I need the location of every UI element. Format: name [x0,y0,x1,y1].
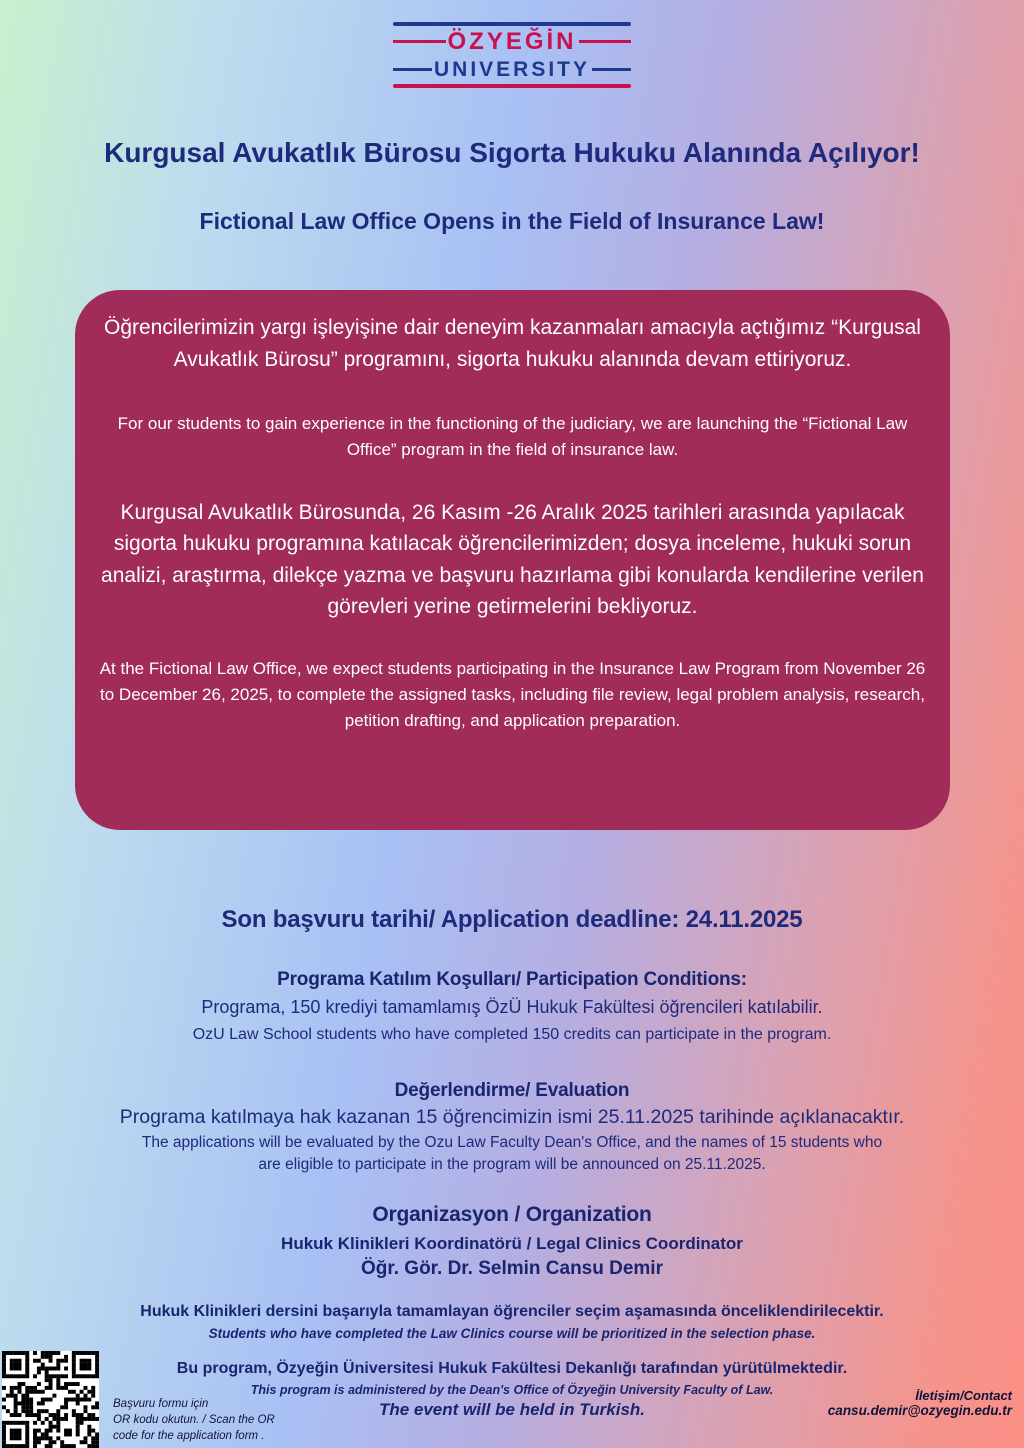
qr-note-line: code for the application form . [113,1430,265,1443]
logo-top-rule [393,22,631,26]
qr-note-line: OR kodu okutun. / Scan the OR [113,1414,275,1427]
logo-university-row [393,58,631,82]
main-title-turkish: Kurgusal Avukatlık Bürosu Sigorta Hukuku Alanında Açılıyor! [104,137,920,168]
participation-turkish: Programa, 150 krediyi tamamlamış ÖzÜ Hukuk Fakültesi öğrencileri katılabilir. [201,997,823,1017]
qr-note-line: Başvuru formu için [113,1398,209,1410]
info-paragraph-turkish-1: Öğrencilerimizin yargı işleyişine dair deneyim kazanmaları amacıyla açtığımız “Kurgusal Avukatlık Bürosu” programını, sigorta hukuku alanında devam ettiriyoruz. [104,316,921,371]
event-language-note: The event will be held in Turkish. [378,1400,646,1419]
qr-code-image [2,1351,99,1448]
participation-english: OzU Law School students who have completed 150 credits can participate in the program. [192,1026,832,1043]
organization-heading: Organizasyon / Organization [372,1203,652,1226]
participation-heading: Programa Katılım Koşulları/ Participation Conditions: [277,969,747,990]
logo-right-line-2 [592,68,631,71]
info-paragraph-english-1: For our students to gain experience in the functioning of the judiciary, we are launching the “Fictional Law Office” program in the field of insurance law. [117,414,908,460]
info-paragraph-english-2: At the Fictional Law Office, we expect students participating in the Insurance Law Program from November 26 to December 26, 2025, to complete the assigned tasks, including file review, legal problem analysis, research, petition drafting, and application preparation. [99,658,926,731]
logo-university-word: UNIVERSITY [433,57,591,81]
logo-left-line [393,40,446,43]
organization-coordinator-name: Öğr. Gör. Dr. Selmin Cansu Demir [361,1258,663,1279]
university-logo-inner [393,22,631,88]
priority-note-turkish: Hukuk Klinikleri dersini başarıyla tamamlayan öğrenciler seçim aşamasında önceliklendirilecektir. [140,1303,884,1320]
logo-right-line [579,40,632,43]
contact-info [828,1388,1012,1418]
program-info-box [75,290,950,830]
qr-instruction-note [113,1396,275,1444]
application-deadline: Son başvuru tarihi/ Application deadline: 24.11.2025 [221,906,803,933]
info-box-spacer [93,623,932,656]
priority-note-english: Students who have completed the Law Clinics course will be prioritized in the selection phase. [208,1326,816,1341]
info-box-spacer [93,375,932,411]
logo-name-row [393,28,631,56]
administered-by-turkish: Bu program, Özyeğin Üniversitesi Hukuk Fakültesi Dekanlığı tarafından yürütülmektedir. [176,1360,848,1377]
info-box-spacer [93,464,932,497]
logo-left-line-2 [393,68,432,71]
evaluation-turkish: Programa katılmaya hak kazanan 15 öğrencimizin ismi 25.11.2025 tarihinde açıklanacaktır. [119,1106,905,1128]
contact-email: cansu.demir@ozyegin.edu.tr [827,1403,1012,1418]
main-title-english: Fictional Law Office Opens in the Field of Insurance Law! [199,208,825,234]
application-qr-code [2,1351,99,1448]
evaluation-heading: Değerlendirme/ Evaluation [394,1080,630,1101]
evaluation-english: The applications will be evaluated by the Ozu Law Faculty Dean's Office, and the names of 15 students who are eligible to participate in the program will be announced on 25.11.2025. [141,1134,883,1174]
logo-university-name: ÖZYEĞİN [447,28,577,55]
contact-label: İletişim/Contact [915,1388,1012,1403]
organization-role: Hukuk Klinikleri Koordinatörü / Legal Clinics Coordinator [281,1234,743,1253]
university-logo [0,22,1024,88]
info-paragraph-turkish-2: Kurgusal Avukatlık Bürosunda, 26 Kasım -26 Aralık 2025 tarihleri arasında yapılacak sigorta hukuku programına katılacak öğrencilerimizden; dosya inceleme, hukuki sorun analizi, araştırma, dilekçe yazma ve başvuru hazırlama gibi konularda kendilerine verilen görevleri yerine getirmelerini bekliyoruz. [101,500,924,619]
logo-bottom-rule [393,84,631,88]
administered-by-english: This program is administered by the Dean's Office of Özyeğin University Faculty of Law. [250,1383,774,1397]
